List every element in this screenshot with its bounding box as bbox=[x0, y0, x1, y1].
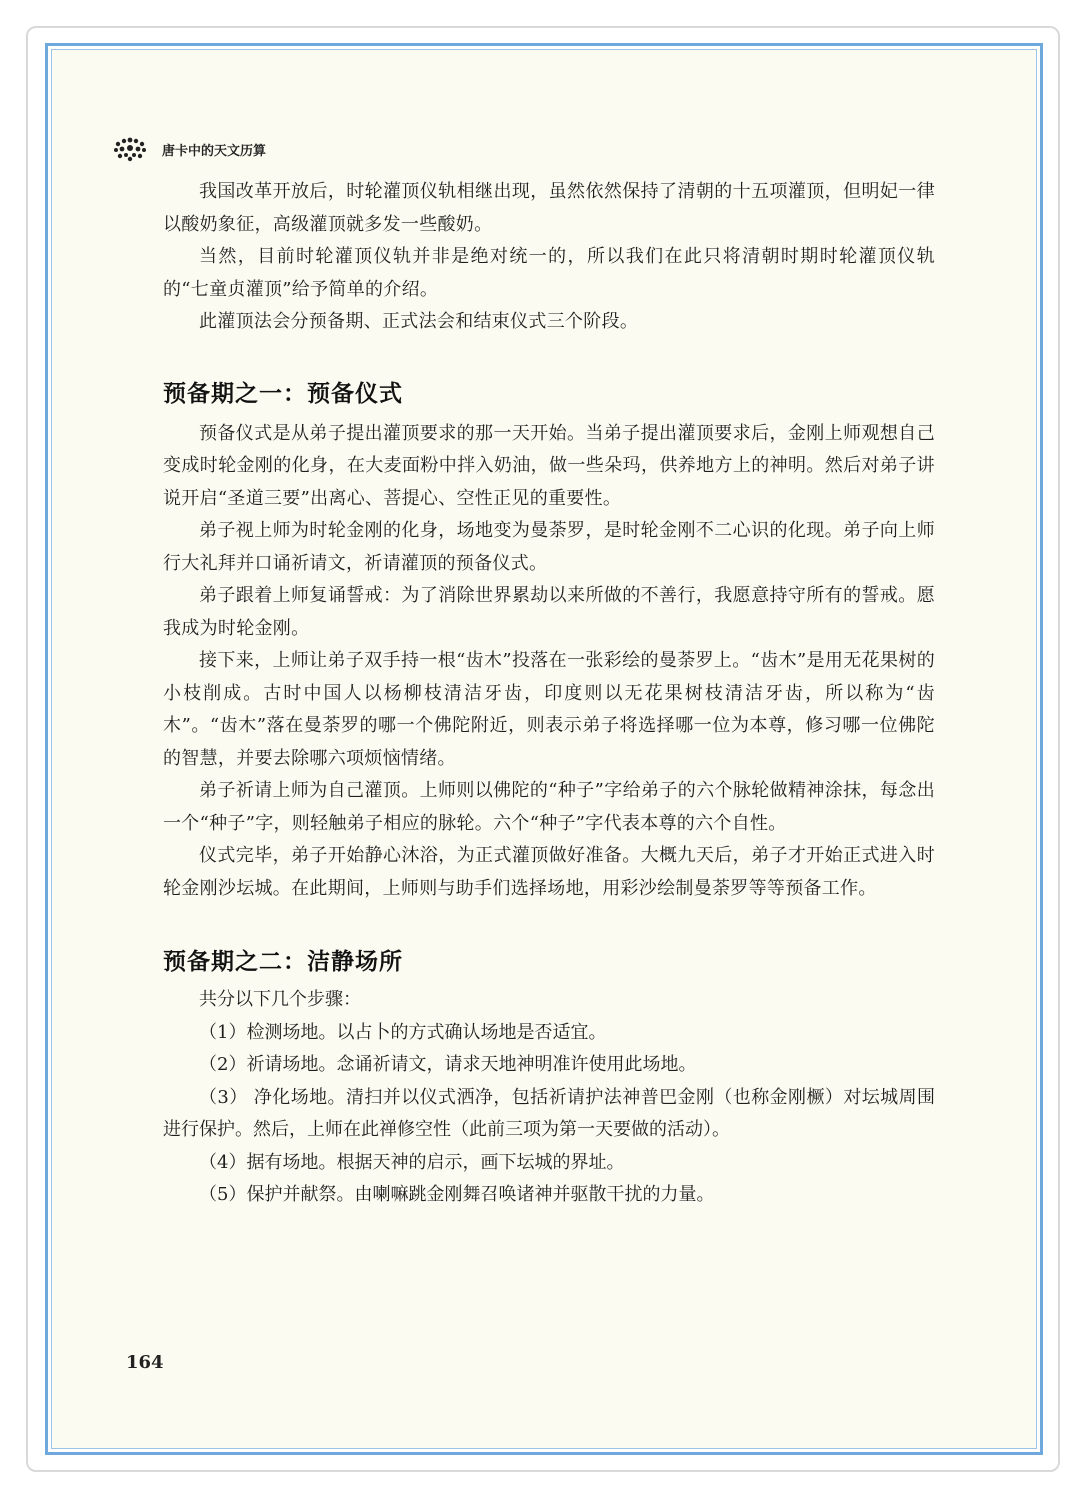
list-item: （1）检测场地。以占卜的方式确认场地是否适宜。 bbox=[199, 1021, 607, 1043]
paragraph: 仪式完毕，弟子开始静心沐浴，为正式灌顶做好准备。大概九天后，弟子才开始正式进入时轮金刚沙坛城。在此期间，上师则与助手们选择场地，用彩沙绘制曼荼罗等等预备工作。 bbox=[163, 845, 935, 899]
paragraph: 此灌顶法会分预备期、正式法会和结束仪式三个阶段。 bbox=[199, 311, 639, 332]
list-item: （4）据有场地。根据天神的启示，画下坛城的界址。 bbox=[199, 1151, 625, 1173]
paragraph: 弟子跟着上师复诵誓戒：为了消除世界累劫以来所做的不善行，我愿意持守所有的誓戒。愿我成为时轮金刚。 bbox=[163, 585, 935, 639]
page-number: 164 bbox=[126, 1352, 164, 1373]
paragraph: 接下来，上师让弟子双手持一根“齿木”投落在一张彩绘的曼荼罗上。“齿木”是用无花果树的小枝削成。古时中国人以杨柳枝清洁牙齿，印度则以无花果树枝清洁牙齿，所以称为“齿木”。“齿木”落在曼荼罗的哪一个佛陀附近，则表示弟子将选择哪一位为本尊，修习哪一位佛陀的智慧，并要去除哪六项烦恼情绪。 bbox=[163, 650, 935, 769]
paragraph: 弟子视上师为时轮金刚的化身，场地变为曼荼罗，是时轮金刚不二心识的化现。弟子向上师行大礼拜并口诵祈请文，祈请灌顶的预备仪式。 bbox=[163, 520, 935, 574]
list-item: （2）祈请场地。念诵祈请文，请求天地神明准许使用此场地。 bbox=[199, 1054, 697, 1075]
section-heading: 预备期之一：预备仪式 bbox=[163, 380, 403, 407]
paragraph: 我国改革开放后，时轮灌顶仪轨相继出现，虽然依然保持了清朝的十五项灌顶，但明妃一律以酸奶象征，高级灌顶就多发一些酸奶。 bbox=[163, 181, 935, 235]
section-heading: 预备期之二：洁静场所 bbox=[163, 949, 403, 975]
running-head: 唐卡中的天文历算 bbox=[162, 143, 267, 159]
list-item: （5）保护并献祭。由喇嘛跳金刚舞召唤诸神并驱散干扰的力量。 bbox=[199, 1184, 715, 1205]
page-header bbox=[112, 134, 266, 164]
paragraph: 弟子祈请上师为自己灌顶。上师则以佛陀的“种子”字给弟子的六个脉轮做精神涂抹，每念出一个“种子”字，则轻触弟子相应的脉轮。六个“种子”字代表本尊的六个自性。 bbox=[163, 780, 935, 834]
page-body bbox=[163, 176, 935, 1212]
paragraph: 预备仪式是从弟子提出灌顶要求的那一天开始。当弟子提出灌顶要求后，金刚上师观想自己变成时轮金刚的化身，在大麦面粉中拌入奶油，做一些朵玛，供养地方上的神明。然后对弟子讲说开启“圣道三要”出离心、菩提心、空性正见的重要性。 bbox=[163, 422, 935, 509]
paragraph: 当然，目前时轮灌顶仪轨并非是绝对统一的，所以我们在此只将清朝时期时轮灌顶仪轨的“七童贞灌顶”给予简单的介绍。 bbox=[163, 246, 935, 300]
book-logo-icon bbox=[112, 135, 148, 163]
steps-lead: 共分以下几个步骤： bbox=[199, 989, 361, 1010]
list-item: （3） 净化场地。清扫并以仪式洒净，包括祈请护法神普巴金刚（也称金刚橛）对坛城周围进行保护。然后，上师在此禅修空性（此前三项为第一天要做的活动）。 bbox=[163, 1086, 935, 1140]
